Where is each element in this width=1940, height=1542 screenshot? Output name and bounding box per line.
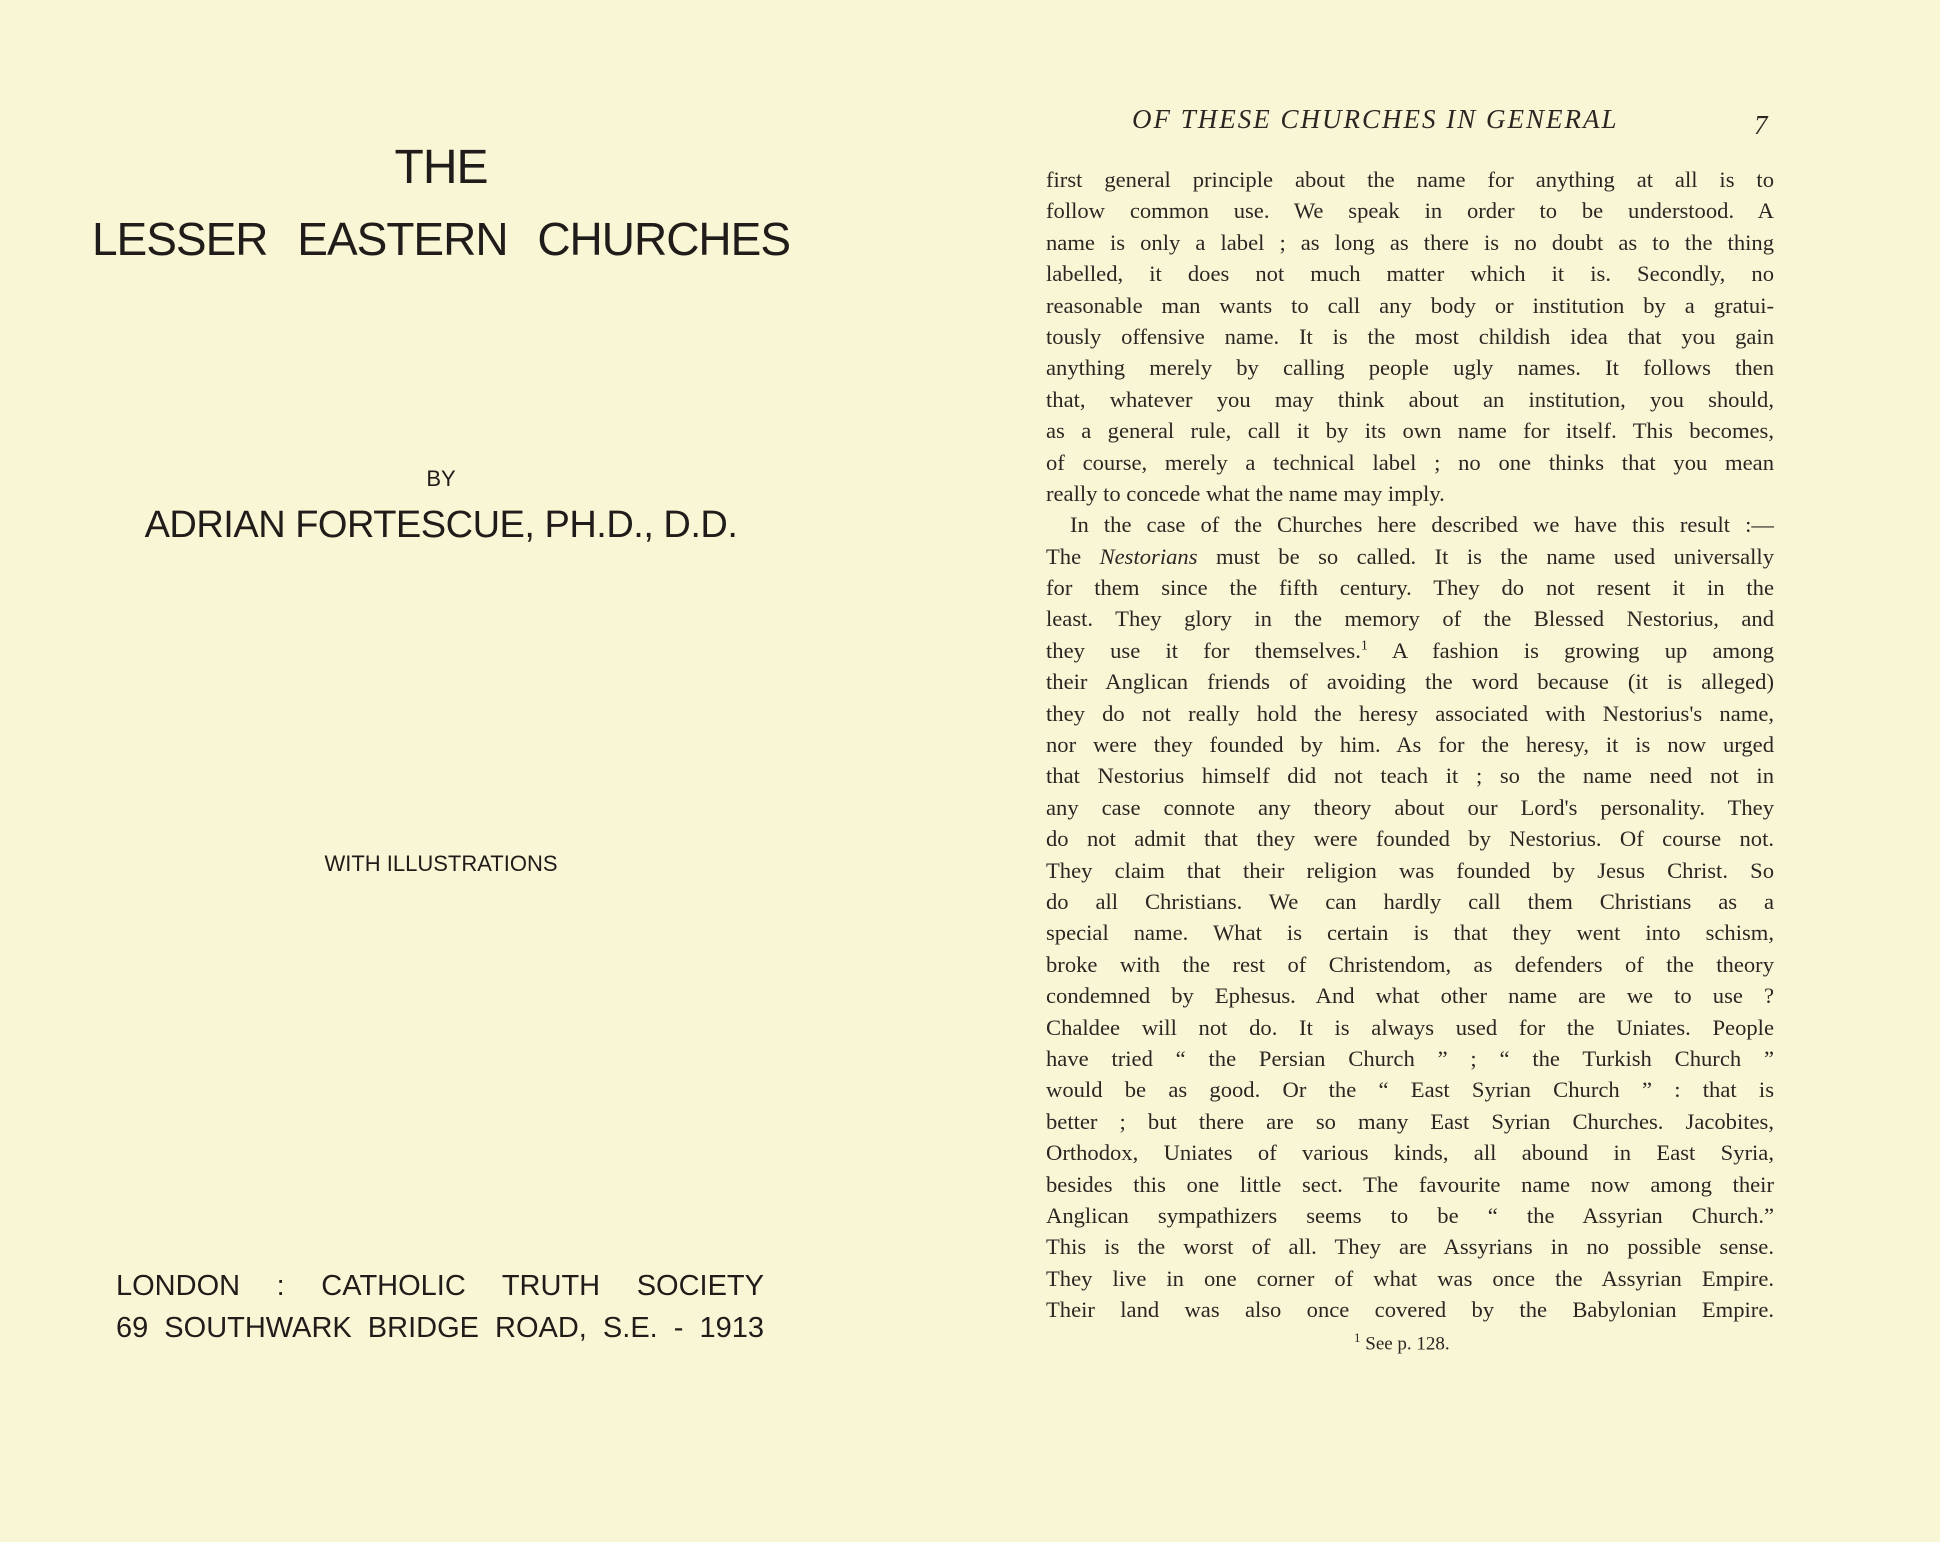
book-title: LESSER EASTERN CHURCHES	[91, 213, 791, 265]
text-line: This is the worst of all. They are Assyrians in no possible sense.	[1046, 1234, 1774, 1260]
text-line: follow common use. We speak in order to be understood. A	[1046, 198, 1774, 224]
text-line: They claim that their religion was founded by Jesus Christ. So	[1046, 857, 1774, 883]
text-line: special name. What is certain is that they went into schism,	[1046, 920, 1774, 946]
footnote-reference[interactable]: 1	[1360, 638, 1368, 654]
text-fragment: must be so called. It is the name used universally	[1215, 543, 1774, 569]
text-line: would be as good. Or the “ East Syrian Church ” : that is	[1046, 1077, 1774, 1103]
text-line: tously offensive name. It is the most childish idea that you gain	[1046, 323, 1774, 349]
footnote-marker: 1	[1354, 1330, 1361, 1345]
text-line: they do not really hold the heresy associated with Nestorius's name,	[1046, 700, 1774, 726]
byline-label: BY	[426, 466, 456, 491]
text-line: besides this one little sect. The favourite name now among their	[1046, 1171, 1774, 1197]
running-head: OF THESE CHURCHES IN GENERAL	[1132, 104, 1619, 134]
text-line: broke with the rest of Christendom, as defenders of the theory	[1046, 951, 1774, 977]
text-line: labelled, it does not much matter which it is. Secondly, no	[1046, 261, 1774, 287]
text-line: Chaldee will not do. It is always used for the Uniates. People	[1046, 1014, 1774, 1040]
text-line: In the case of the Churches here described we have this result :—	[1070, 512, 1774, 538]
text-line: as a general rule, call it by its own name for itself. This becomes,	[1046, 418, 1774, 444]
page-number: 7	[1754, 110, 1768, 140]
footnote	[1354, 1330, 1450, 1355]
publisher-imprint: LONDON : CATHOLIC TRUTH SOCIETY	[116, 1270, 764, 1302]
text-line: name is only a label ; as long as there is no doubt as to the thing	[1046, 229, 1774, 255]
text-line: of course, merely a technical label ; no one thinks that you mean	[1046, 449, 1774, 475]
text-fragment: A fashion is growing up among	[1391, 637, 1774, 663]
text-line: nor were they founded by him. As for the heresy, it is now urged	[1046, 732, 1774, 758]
text-line: anything merely by calling people ugly names. It follows then	[1046, 355, 1774, 381]
text-line: for them since the fifth century. They do not resent it in the	[1046, 575, 1774, 601]
text-line: least. They glory in the memory of the Blessed Nestorius, and	[1046, 606, 1774, 632]
text-line-footnote-ref	[1046, 635, 1774, 666]
text-fragment: The	[1046, 543, 1082, 569]
publisher-address: 69 SOUTHWARK BRIDGE ROAD, S.E. - 1913	[116, 1312, 764, 1344]
text-line-nestorians	[1046, 541, 1774, 572]
text-line: They live in one corner of what was once the Assyrian Empire.	[1046, 1265, 1774, 1291]
title-line-the: THE	[394, 141, 488, 194]
text-line: really to concede what the name may imply.	[1046, 480, 1445, 506]
text-line: better ; but there are so many East Syrian Churches. Jacobites,	[1046, 1108, 1774, 1134]
text-line: Anglican sympathizers seems to be “ the Assyrian Church.”	[1046, 1202, 1774, 1228]
text-line: do not admit that they were founded by Nestorius. Of course not.	[1046, 826, 1774, 852]
text-line: first general principle about the name for anything at all is to	[1046, 167, 1774, 192]
body-text	[1046, 164, 1774, 1325]
author-name: ADRIAN FORTESCUE, PH.D., D.D.	[144, 504, 738, 546]
text-line: condemned by Ephesus. And what other name are we to use ?	[1046, 983, 1774, 1009]
text-page	[970, 0, 1940, 1542]
text-fragment: they use it for themselves.	[1046, 637, 1361, 663]
text-line: their Anglican friends of avoiding the word because (it is alleged)	[1046, 669, 1774, 695]
text-line: do all Christians. We can hardly call them Christians as a	[1046, 888, 1774, 914]
illustrations-note: WITH ILLUSTRATIONS	[324, 851, 558, 876]
footnote-text: See p. 128.	[1365, 1333, 1450, 1355]
italic-term: Nestorians	[1099, 543, 1198, 569]
text-line: reasonable man wants to call any body or institution by a gratui-	[1046, 292, 1774, 318]
text-line: any case connote any theory about our Lord's personality. They	[1046, 794, 1774, 820]
text-line: that, whatever you may think about an institution, you should,	[1046, 386, 1774, 412]
text-line: Orthodox, Uniates of various kinds, all abound in East Syria,	[1046, 1140, 1774, 1166]
text-line: Their land was also once covered by the Babylonian Empire.	[1046, 1297, 1774, 1323]
text-line: that Nestorius himself did not teach it ; so the name need not in	[1046, 763, 1774, 789]
text-line: have tried “ the Persian Church ” ; “ the Turkish Church ”	[1046, 1045, 1774, 1071]
